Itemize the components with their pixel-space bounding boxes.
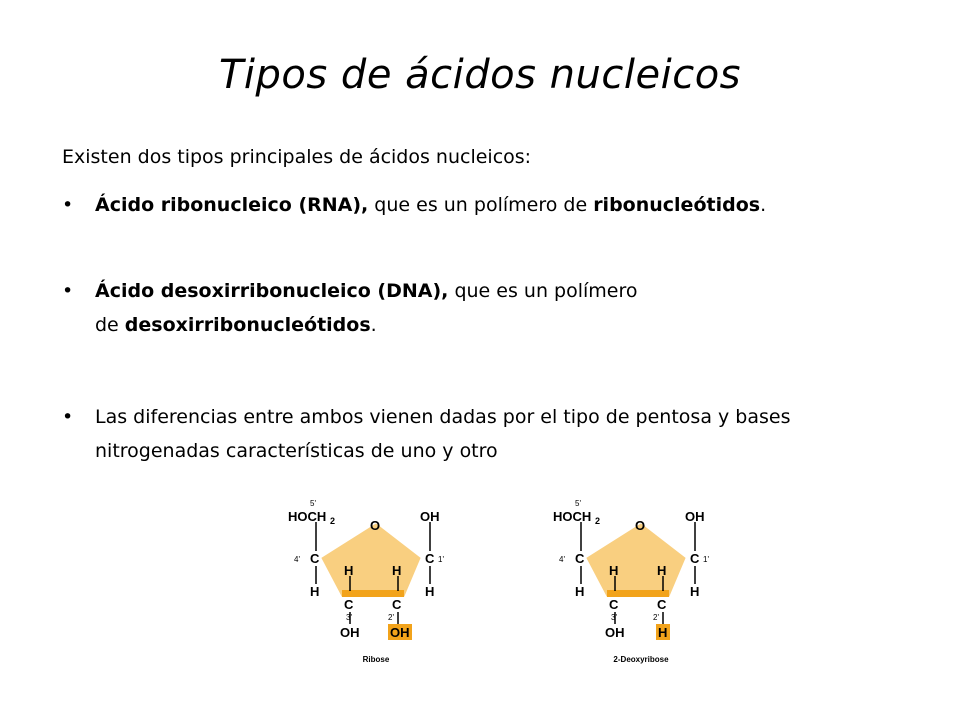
h-inner-right: H	[392, 563, 402, 578]
h-inner-left: H	[609, 563, 619, 578]
top-oh: OH	[685, 509, 705, 524]
subscript-2: 2	[330, 516, 336, 526]
diagram-caption: Ribose	[362, 655, 390, 664]
deoxyribose-diagram	[545, 496, 745, 675]
ring-bottom-edge	[342, 590, 404, 597]
c4-label: 4'	[559, 555, 565, 564]
dna-desc-cont: de	[95, 314, 125, 336]
ribose-structure	[280, 496, 480, 671]
c2-atom: C	[392, 597, 402, 612]
h-inner-left: H	[344, 563, 354, 578]
c2-label: 2'	[653, 613, 659, 622]
c3-label: 3'	[346, 613, 352, 622]
bullet-dot: •	[62, 406, 74, 428]
differences-line-2: nitrogenadas características de uno y otro	[95, 440, 498, 462]
bullet-text	[95, 188, 766, 222]
bullet-dna	[62, 274, 638, 342]
c3-atom: C	[344, 597, 354, 612]
deoxyribose-structure	[545, 496, 745, 671]
rna-name: Ácido ribonucleico (RNA),	[95, 194, 369, 216]
rna-monomer: ribonucleótidos	[593, 194, 761, 216]
c3-atom: C	[609, 597, 619, 612]
c5-label: 5'	[575, 499, 581, 508]
ring-oxygen: O	[370, 518, 381, 533]
differences-line-1: Las diferencias entre ambos vienen dadas por el tipo de pentosa y bases	[95, 406, 791, 428]
c1-atom: C	[690, 551, 700, 566]
hoch-label: HOCH	[288, 509, 327, 524]
c1-label: 1'	[703, 555, 709, 564]
ring-pentagon	[322, 524, 420, 596]
intro-text: Existen dos tipos principales de ácidos nucleicos:	[62, 146, 532, 168]
bullet-dot: •	[62, 280, 74, 302]
h-right: H	[690, 584, 700, 599]
bullet-differences	[62, 400, 790, 468]
h-left: H	[310, 584, 320, 599]
c2-atom: C	[657, 597, 667, 612]
h-inner-right: H	[657, 563, 667, 578]
c1-atom: C	[425, 551, 435, 566]
bottom-left-group: OH	[340, 625, 360, 640]
subscript-2: 2	[595, 516, 601, 526]
bullet-text	[95, 274, 638, 342]
slide-title: Tipos de ácidos nucleicos	[218, 52, 742, 98]
rna-desc: que es un polímero de	[368, 194, 594, 216]
top-oh: OH	[420, 509, 440, 524]
c3-label: 3'	[611, 613, 617, 622]
dna-desc: que es un polímero	[448, 280, 638, 302]
ribose-diagram	[280, 496, 480, 675]
bottom-right-group: OH	[390, 625, 410, 640]
bullet-text	[95, 400, 790, 468]
c2-label: 2'	[388, 613, 394, 622]
bullet-dot: •	[62, 194, 74, 216]
c4-label: 4'	[294, 555, 300, 564]
c4-atom: C	[575, 551, 585, 566]
ring-oxygen: O	[635, 518, 646, 533]
dna-monomer: desoxirribonucleótidos	[124, 314, 371, 336]
ring-pentagon	[587, 524, 685, 596]
hoch-label: HOCH	[553, 509, 592, 524]
bottom-left-group: OH	[605, 625, 625, 640]
bullet-rna	[62, 188, 766, 222]
c4-atom: C	[310, 551, 320, 566]
diagram-caption: 2-Deoxyribose	[613, 655, 669, 664]
h-right: H	[425, 584, 435, 599]
h-left: H	[575, 584, 585, 599]
c5-label: 5'	[310, 499, 316, 508]
dna-period: .	[370, 314, 377, 336]
bottom-right-group: H	[658, 625, 668, 640]
c1-label: 1'	[438, 555, 444, 564]
ring-bottom-edge	[607, 590, 669, 597]
dna-name: Ácido desoxirribonucleico (DNA),	[95, 280, 449, 302]
rna-period: .	[760, 194, 767, 216]
